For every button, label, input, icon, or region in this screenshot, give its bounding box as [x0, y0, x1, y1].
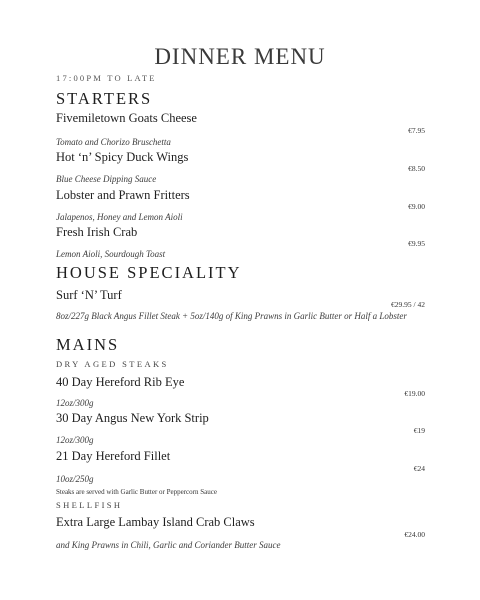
- menu-item-price: €24: [413, 464, 425, 473]
- page-title: DINNER MENU: [154, 44, 326, 69]
- menu-item-name: Fivemiletown Goats Cheese: [56, 111, 197, 125]
- menu-item-price: €9.95: [408, 239, 425, 248]
- menu-item-description: and King Prawns in Chili, Garlic and Coriander Butter Sauce: [56, 540, 281, 550]
- menu-item-description: 8oz/227g Black Angus Fillet Steak + 5oz/140g of King Prawns in Garlic Butter or Half a Lobster: [56, 311, 407, 321]
- menu-item-price: €19.00: [404, 389, 425, 398]
- menu-item-name: Surf ‘N’ Turf: [56, 288, 122, 302]
- menu-item-description: 10oz/250g: [56, 474, 94, 484]
- menu-item-name: 21 Day Hereford Fillet: [56, 449, 171, 463]
- section-heading-starters: STARTERS: [56, 89, 153, 108]
- menu-item-price: €8.50: [408, 164, 425, 173]
- menu-item-name: Lobster and Prawn Fritters: [56, 188, 190, 202]
- menu-item-price: €9.00: [408, 202, 425, 211]
- menu-item-price: €24.00: [404, 530, 425, 539]
- menu-item-name: 30 Day Angus New York Strip: [56, 411, 209, 425]
- menu-item-price: €29.95 / 42: [391, 300, 425, 309]
- menu-item-description: Tomato and Chorizo Bruschetta: [56, 137, 171, 147]
- menu-item-name: 40 Day Hereford Rib Eye: [56, 375, 185, 389]
- menu-item-name: Extra Large Lambay Island Crab Claws: [56, 515, 255, 529]
- service-hours: 17:00PM TO LATE: [56, 73, 157, 83]
- menu-item-description: Jalapenos, Honey and Lemon Aioli: [56, 212, 183, 222]
- menu-item-name: Fresh Irish Crab: [56, 225, 138, 239]
- menu-item-price: €7.95: [408, 126, 425, 135]
- subsection-heading-shellfish: SHELLFISH: [56, 500, 123, 510]
- menu-item-description: Blue Cheese Dipping Sauce: [56, 174, 157, 184]
- subsection-heading-dry-aged-steaks: DRY AGED STEAKS: [56, 359, 169, 369]
- steak-sauce-note: Steaks are served with Garlic Butter or Peppercorn Sauce: [56, 488, 217, 496]
- menu-item-description: 12oz/300g: [56, 398, 94, 408]
- menu-item-description: Lemon Aioli, Sourdough Toast: [56, 249, 166, 259]
- menu-item-name: Hot ‘n’ Spicy Duck Wings: [56, 150, 189, 164]
- menu-item-description: 12oz/300g: [56, 435, 94, 445]
- section-heading-house-speciality: HOUSE SPECIALITY: [56, 263, 242, 282]
- section-heading-mains: MAINS: [56, 335, 120, 354]
- menu-item-price: €19: [413, 426, 425, 435]
